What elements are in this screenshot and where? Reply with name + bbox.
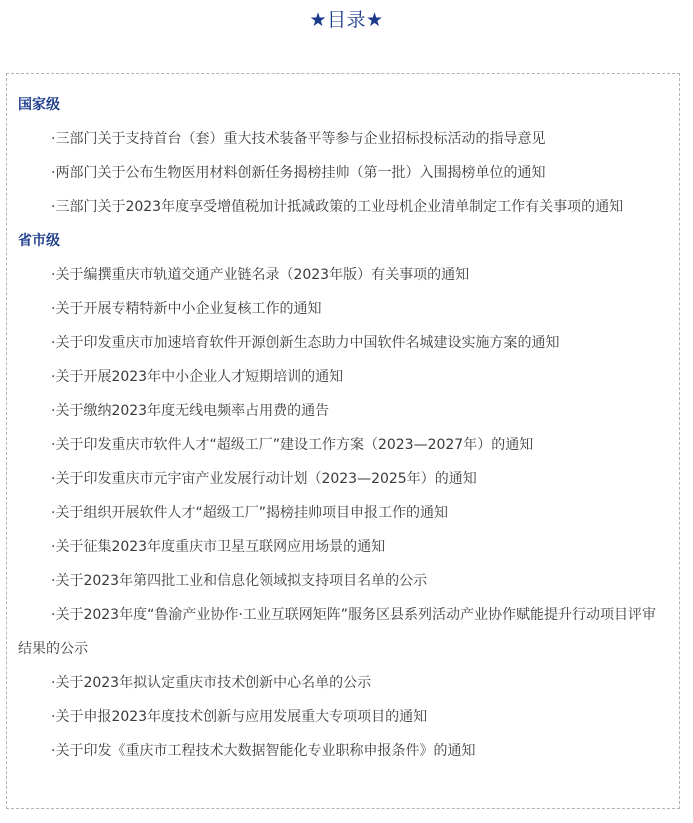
toc-link[interactable]: ·关于2023年度“鲁渝产业协作·工业互联网矩阵”服务区县系列活动产业协作赋能提升行动项目评审结果的公示 [18,607,657,657]
toc-link[interactable]: ·关于组织开展软件人才“超级工厂”揭榜挂帅项目申报工作的通知 [51,505,448,521]
toc-link[interactable]: ·关于编撰重庆市轨道交通产业链名录（2023年版）有关事项的通知 [51,267,470,283]
toc-link[interactable]: ·关于开展专精特新中小企业复核工作的通知 [51,301,322,317]
toc-link[interactable]: ·关于印发重庆市元宇宙产业发展行动计划（2023—2025年）的通知 [51,471,477,487]
toc-link[interactable]: ·关于申报2023年度技术创新与应用发展重大专项项目的通知 [51,709,428,725]
toc-link[interactable]: ·关于开展2023年中小企业人才短期培训的通知 [51,369,344,385]
toc-link[interactable]: ·关于2023年拟认定重庆市技术创新中心名单的公示 [51,675,372,691]
table-of-contents [6,73,680,809]
toc-link[interactable]: ·关于印发重庆市加速培育软件开源创新生态助力中国软件名城建设实施方案的通知 [51,335,560,351]
toc-link[interactable]: ·关于印发重庆市软件人才“超级工厂”建设工作方案（2023—2027年）的通知 [51,437,534,453]
toc-link[interactable]: ·关于印发《重庆市工程技术大数据智能化专业职称申报条件》的通知 [51,743,476,759]
toc-link[interactable]: ·关于征集2023年度重庆市卫星互联网应用场景的通知 [51,539,386,555]
toc-link[interactable]: ·关于缴纳2023年度无线电频率占用费的通告 [51,403,330,419]
section-heading-national: 国家级 [18,97,60,113]
page-title: ★目录★ [309,9,384,31]
toc-link[interactable]: ·三部门关于2023年度享受增值税加计抵减政策的工业母机企业清单制定工作有关事项的通知 [51,199,624,215]
section-heading-provincial: 省市级 [18,233,60,249]
toc-link[interactable]: ·两部门关于公布生物医用材料创新任务揭榜挂帅（第一批）入围揭榜单位的通知 [51,165,546,181]
toc-link[interactable]: ·三部门关于支持首台（套）重大技术装备平等参与企业招标投标活动的指导意见 [51,131,546,147]
toc-link[interactable]: ·关于2023年第四批工业和信息化领域拟支持项目名单的公示 [51,573,428,589]
